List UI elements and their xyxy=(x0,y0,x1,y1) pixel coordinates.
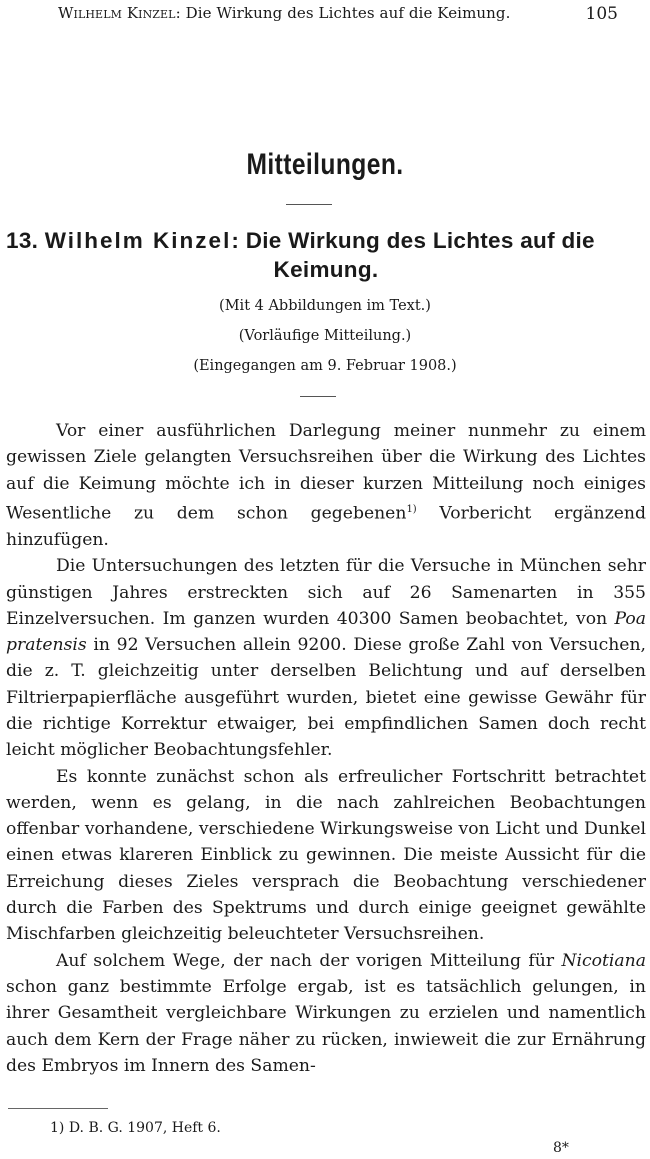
article-number: 13. xyxy=(6,228,39,253)
running-head xyxy=(58,4,618,26)
paragraph-2: Die Untersuchungen des letzten für die Versuche in München sehr günstigen Jahres erstreckten sich auf 26 Samenarten in 355 Einzelversuchen. Im ganzen wurden 40300 Samen beobachtet, von Poa pratensis in 92 Versuchen allein 9200. Diese große Zahl von Versuchen, die z. T. gleichzeitig unter derselben Belichtung und auf derselben Filtrierpapierfläche ausgeführt wurden, bietet eine gewisse Gewähr für die richtige Korrektur etwaiger, bei empfindlichen Samen doch recht leicht möglicher Beobachtungsfehler. xyxy=(6,556,646,761)
article-body xyxy=(6,418,646,1079)
section-divider xyxy=(286,204,332,205)
running-head-author: Wilhelm Kinzel xyxy=(58,4,176,22)
footnote-reference: 1) xyxy=(406,503,417,515)
received-date: (Eingegangen am 9. Februar 1908.) xyxy=(193,358,457,374)
footnote: 1) D. B. G. 1907, Heft 6. xyxy=(50,1120,221,1136)
running-head-text: Wilhelm Kinzel: Die Wirkung des Lichtes auf die Keimung. xyxy=(58,4,511,22)
preliminary-note: (Vorläufige Mitteilung.) xyxy=(238,328,412,344)
running-head-title: Die Wirkung des Lichtes auf die Keimung. xyxy=(185,4,511,22)
article-title-line1: Die Wirkung des Lichtes auf die xyxy=(245,228,595,253)
species-name: Nicotiana xyxy=(561,950,646,971)
article-author: Wilhelm Kinzel xyxy=(44,228,232,253)
figures-note: (Mit 4 Abbildungen im Text.) xyxy=(219,298,431,314)
section-title: Mitteilungen. xyxy=(246,148,404,181)
sheet-signature: 8* xyxy=(553,1140,569,1156)
paragraph-3: Es konnte zunächst schon als erfreulicher Fortschritt betrachtet werden, wenn es gelang, in die nach zahlreichen Beobachtungen offenbar vorhandene, verschiedene Wirkungsweise von Licht und Dunkel einen etwas klareren Einblick zu gewinnen. Die meiste Aussicht für die Erreichung dieses Zieles versprach die Beobachtung verschiedener durch die Farben des Spektrums und durch einige geeignet gewählte Mischfarben gleichzeitig beleuchteter Versuchsreihen. xyxy=(6,766,646,945)
paragraph-1: Vor einer ausführlichen Darlegung meiner nunmehr zu einem gewissen Ziele gelangten Versuchsreihen über die Wirkung des Lichtes auf die Keimung möchte ich in dieser kurzen Mitteilung noch einiges Wesentliche zu dem schon gegebenen$^{1)}$ Vorbericht ergänzend hinzufügen. xyxy=(6,421,646,550)
species-name: Poa pratensis xyxy=(6,608,646,656)
article-title: 13. Wilhelm Kinzel: Die Wirkung des Lichtes auf die Keimung. xyxy=(6,226,646,284)
paragraph-4: Auf solchem Wege, der nach der vorigen Mitteilung für Nicotiana schon ganz bestimmte Erfolge ergab, ist es tatsächlich gelungen, in ihrer Gesamtheit vergleichbare Wirkungen zu erzielen und namentlich auch dem Kern der Frage näher zu rücken, inwieweit die zur Ernährung des Embryos im Innern des Samen- xyxy=(6,950,646,1076)
article-title-line2: Keimung. xyxy=(273,257,379,282)
footnote-divider xyxy=(8,1108,108,1109)
header-divider xyxy=(300,396,336,397)
page-number: 105 xyxy=(585,4,618,24)
